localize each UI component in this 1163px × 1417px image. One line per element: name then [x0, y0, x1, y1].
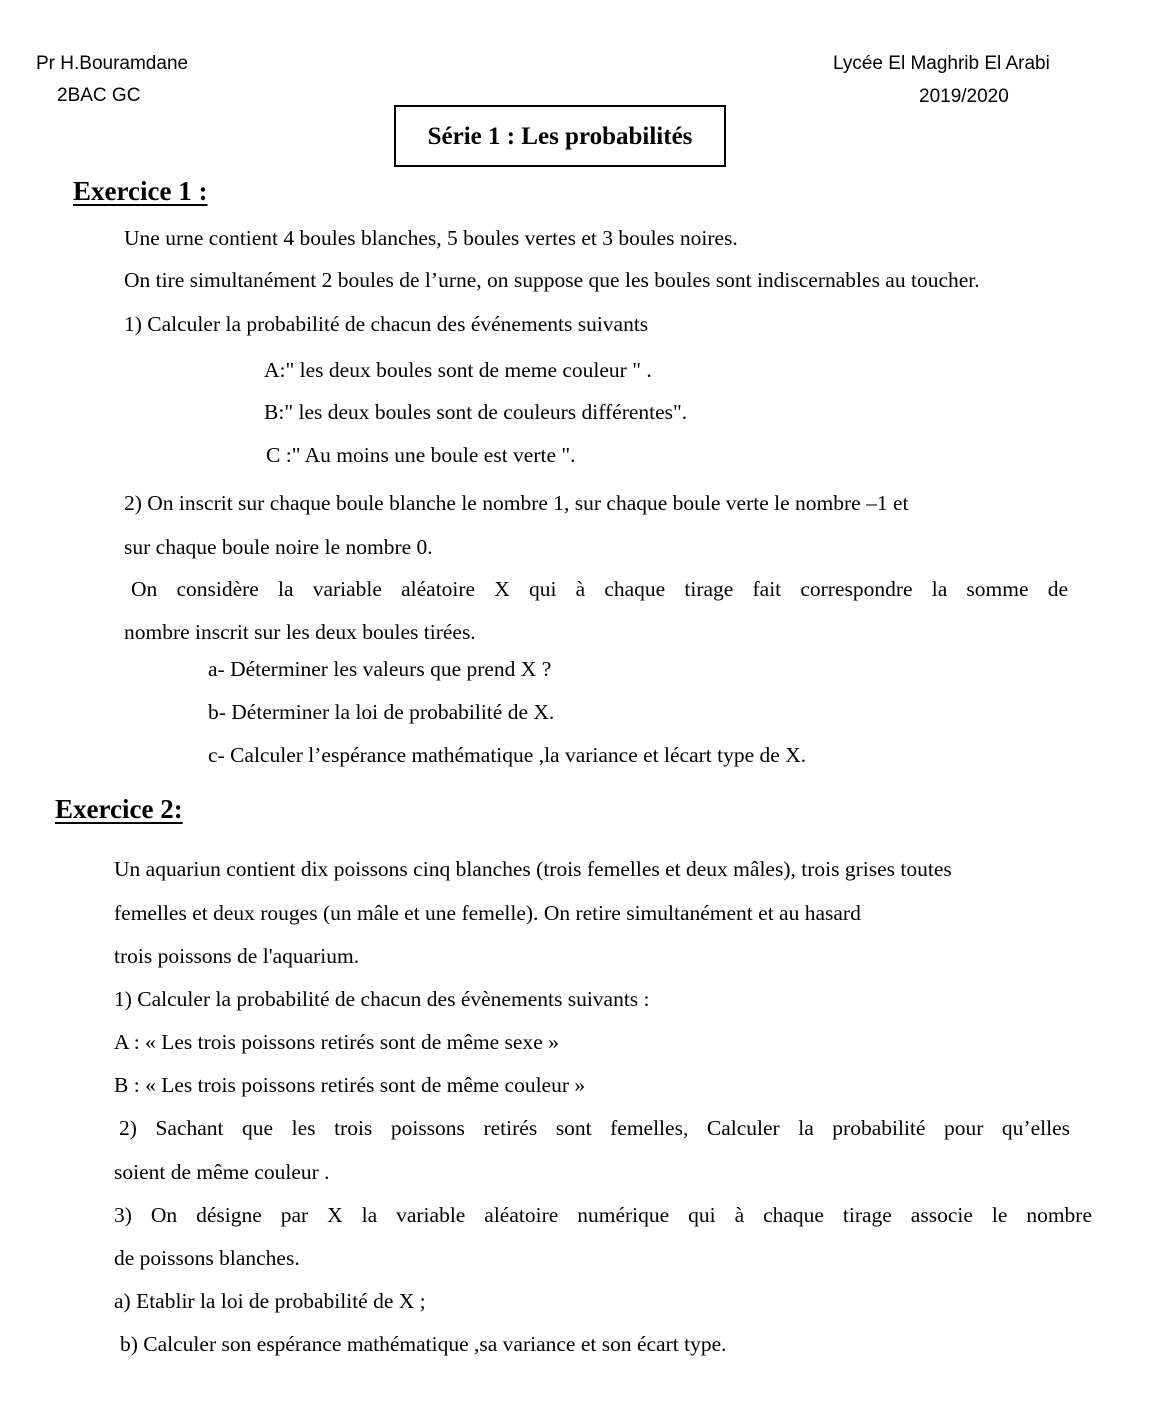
exercise-2-heading: Exercice 2: [55, 794, 183, 824]
ex1-paragraph-3-line-1: On considère la variable aléatoire X qui à chaque tirage fait correspondre la somme de [131, 577, 1068, 601]
ex2-event-b: B : « Les trois poissons retirés sont de même couleur » [114, 1073, 586, 1097]
school-year: 2019/2020 [919, 86, 1009, 107]
author: Pr H.Bouramdane [36, 53, 189, 74]
ex1-paragraph-2: On tire simultanément 2 boules de l’urne, on suppose que les boules sont indiscernables au toucher. [124, 268, 980, 292]
ex2-paragraph-1-line-1: Un aquariun contient dix poissons cinq blanches (trois femelles et deux mâles), trois grises toutes [114, 857, 952, 881]
ex2-subquestion-b: b) Calculer son espérance mathématique ,sa variance et son écart type. [120, 1332, 727, 1356]
ex2-paragraph-1-line-3: trois poissons de l'aquarium. [114, 944, 360, 968]
ex2-question-3-line-1: 3) On désigne par X la variable aléatoire numérique qui à chaque tirage associe le nombre [114, 1203, 1092, 1227]
ex1-paragraph-1: Une urne contient 4 boules blanches, 5 boules vertes et 3 boules noires. [124, 226, 738, 250]
class-level: 2BAC GC [57, 85, 141, 106]
ex2-event-a: A : « Les trois poissons retirés sont de même sexe » [114, 1030, 559, 1054]
ex1-event-c: C :" Au moins une boule est verte ". [266, 443, 576, 467]
ex2-subquestion-a: a) Etablir la loi de probabilité de X ; [114, 1289, 426, 1313]
ex2-question-1: 1) Calculer la probabilité de chacun des évènements suivants : [114, 987, 650, 1011]
ex1-subquestion-a: a- Déterminer les valeurs que prend X ? [208, 657, 552, 681]
ex1-event-b: B:" les deux boules sont de couleurs différentes". [264, 400, 688, 424]
ex2-question-3-line-2: de poissons blanches. [114, 1246, 300, 1270]
ex1-subquestion-b: b- Déterminer la loi de probabilité de X. [208, 700, 555, 724]
title-box [394, 105, 726, 167]
ex1-subquestion-c: c- Calculer l’espérance mathématique ,la variance et lécart type de X. [208, 743, 807, 767]
ex1-question-2-line-1: 2) On inscrit sur chaque boule blanche le nombre 1, sur chaque boule verte le nombre –1 et [124, 491, 909, 515]
school-name: Lycée El Maghrib El Arabi [833, 53, 1050, 74]
ex2-paragraph-1-line-2: femelles et deux rouges (un mâle et une femelle). On retire simultanément et au hasard [114, 901, 861, 925]
ex1-question-2-line-2: sur chaque boule noire le nombre 0. [124, 535, 433, 559]
ex1-question-1: 1) Calculer la probabilité de chacun des événements suivants [124, 312, 649, 336]
exercise-1-heading: Exercice 1 : [73, 176, 208, 206]
ex2-question-2-line-1: 2) Sachant que les trois poissons retirés sont femelles, Calculer la probabilité pour qu’elles [119, 1116, 1070, 1140]
ex2-question-2-line-2: soient de même couleur . [114, 1160, 330, 1184]
ex1-event-a: A:" les deux boules sont de meme couleur " . [264, 358, 652, 382]
page-title: Série 1 : Les probabilités [427, 123, 693, 150]
ex1-paragraph-3-line-2: nombre inscrit sur les deux boules tirées. [124, 620, 476, 644]
